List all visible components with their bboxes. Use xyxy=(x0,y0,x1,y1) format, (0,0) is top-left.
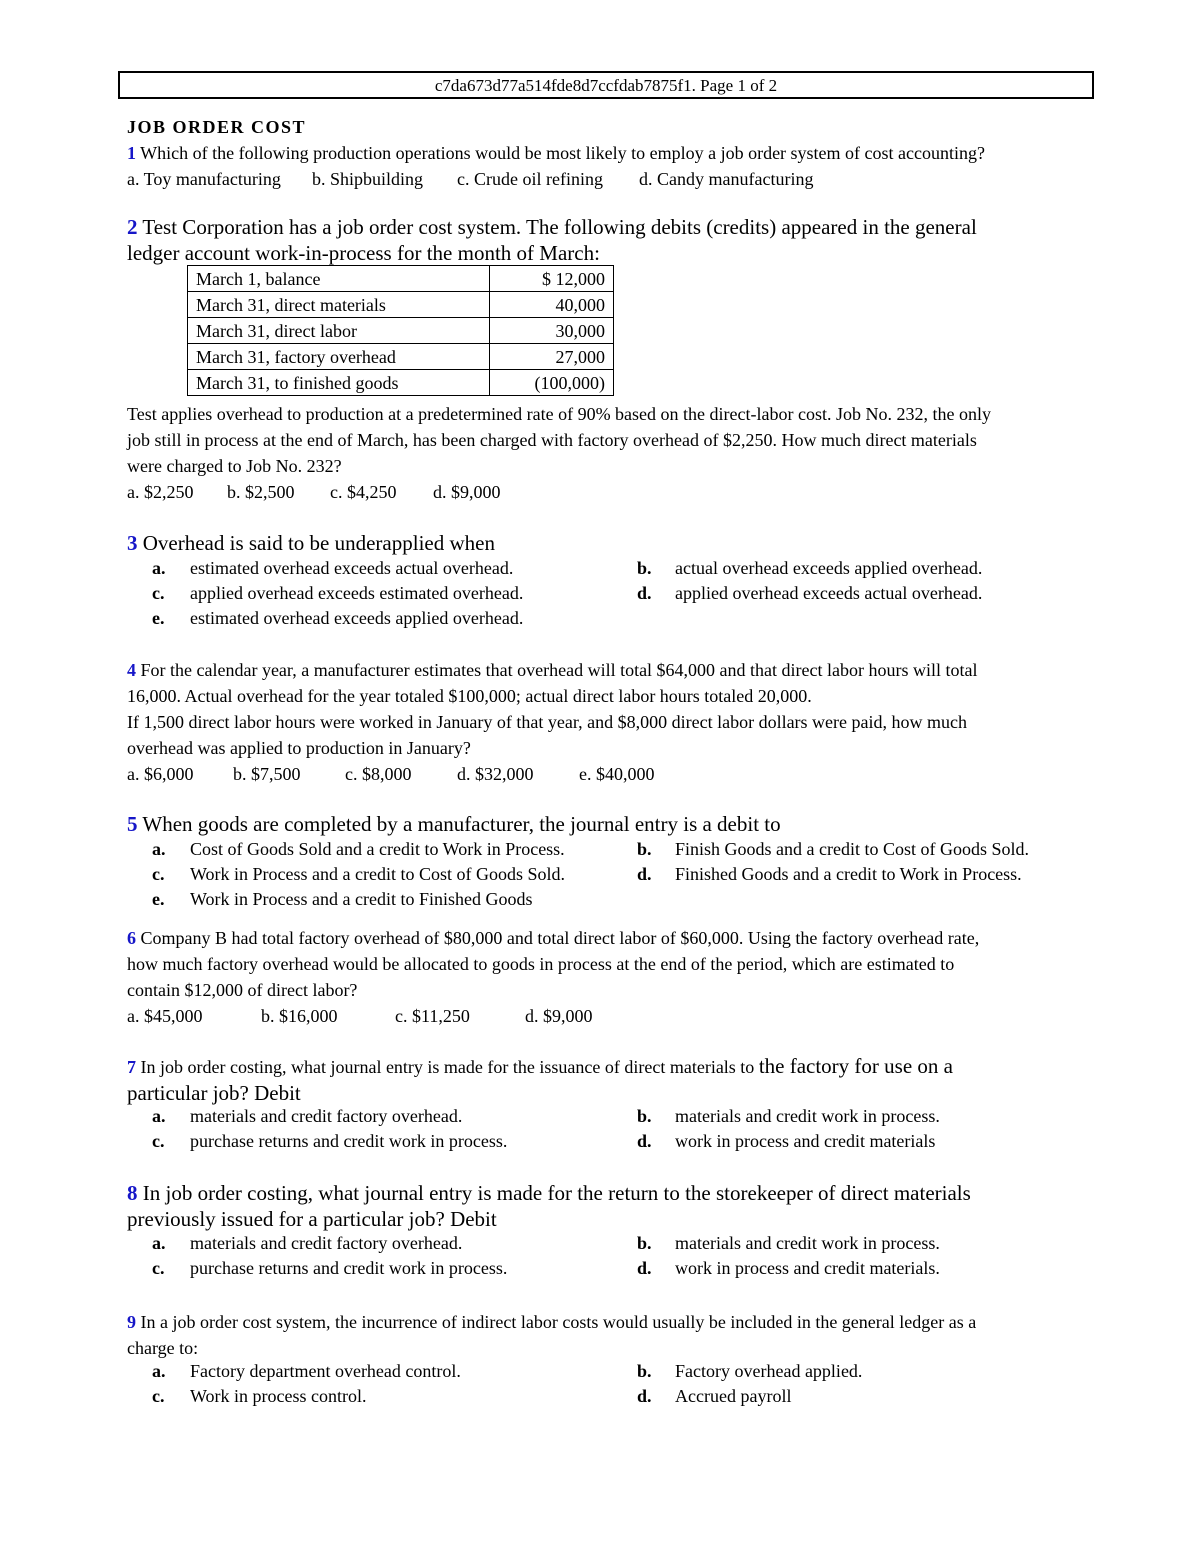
question-text: contain $12,000 of direct labor? xyxy=(127,980,358,1000)
option-a: a. $6,000 xyxy=(127,764,194,784)
option-row xyxy=(152,1256,1092,1281)
question-4 xyxy=(127,657,1087,787)
option-text: Factory department overhead control. xyxy=(190,1361,461,1381)
option-text: Finished Goods and a credit to Work in Process. xyxy=(675,864,1022,884)
table-cell: March 31, to finished goods xyxy=(188,370,490,396)
option-row xyxy=(152,1384,1092,1409)
option-d: d. $32,000 xyxy=(457,764,534,784)
option-e: e. $40,000 xyxy=(579,764,655,784)
option-d: d. $9,000 xyxy=(525,1006,593,1026)
question-stem: In job order costing, what journal entry is made for the issuance of direct materials to xyxy=(136,1057,759,1077)
question-stem: Which of the following production operations would be most likely to employ a job order system of cost accounting? xyxy=(136,143,985,163)
option-text: actual overhead exceeds applied overhead. xyxy=(675,558,983,578)
option-text: materials and credit work in process. xyxy=(675,1233,940,1253)
table-cell: 30,000 xyxy=(490,318,614,344)
option-label: b. xyxy=(637,558,652,578)
option-text: Accrued payroll xyxy=(675,1386,792,1406)
option-label: d. xyxy=(637,1131,652,1151)
option-text: applied overhead exceeds actual overhead. xyxy=(675,583,983,603)
question-number: 5 xyxy=(127,812,138,836)
option-label: b. xyxy=(637,839,652,859)
question-text: If 1,500 direct labor hours were worked in January of that year, and $8,000 direct labor dollars were paid, how much xyxy=(127,712,968,732)
question-number: 1 xyxy=(127,143,136,163)
option-label: b. xyxy=(637,1361,652,1381)
option-c: c. $8,000 xyxy=(345,764,412,784)
option-b: b. $2,500 xyxy=(227,482,295,502)
question-text: particular job? Debit xyxy=(127,1081,301,1105)
option-label: a. xyxy=(152,1106,166,1126)
question-text xyxy=(127,925,1087,951)
question-5 xyxy=(127,811,1087,837)
question-number: 8 xyxy=(127,1181,138,1205)
question-text-cont: ledger account work-in-process for the month of March: xyxy=(127,241,600,265)
option-text: Work in Process and a credit to Cost of Goods Sold. xyxy=(190,864,566,884)
option-d: d. Candy manufacturing xyxy=(639,169,814,189)
option-text: Cost of Goods Sold and a credit to Work in Process. xyxy=(190,839,565,859)
option-label: a. xyxy=(152,558,166,578)
option-label: a. xyxy=(152,1361,166,1381)
table-cell: $ 12,000 xyxy=(490,266,614,292)
option-a: a. $2,250 xyxy=(127,482,194,502)
option-row xyxy=(152,1104,1092,1129)
table-cell: (100,000) xyxy=(490,370,614,396)
option-a: a. Toy manufacturing xyxy=(127,169,281,189)
question-number: 9 xyxy=(127,1312,136,1332)
answer-options xyxy=(152,1231,1092,1281)
question-9 xyxy=(127,1309,1087,1361)
option-label: d. xyxy=(637,864,652,884)
option-text: materials and credit work in process. xyxy=(675,1106,940,1126)
question-text xyxy=(127,1180,1087,1206)
answer-options xyxy=(152,1359,1092,1409)
option-label: a. xyxy=(152,839,166,859)
option-text: work in process and credit materials. xyxy=(675,1258,940,1278)
table-row xyxy=(188,370,614,396)
option-label: e. xyxy=(152,889,165,909)
option-text: estimated overhead exceeds applied overhead. xyxy=(190,608,524,628)
table-row xyxy=(188,266,614,292)
question-stem: For the calendar year, a manufacturer estimates that overhead will total $64,000 and that direct labor hours will total xyxy=(136,660,978,680)
table-row xyxy=(188,344,614,370)
table-cell: March 31, direct labor xyxy=(188,318,490,344)
option-text: Finish Goods and a credit to Cost of Goods Sold. xyxy=(675,839,1029,859)
table-row xyxy=(188,318,614,344)
option-b: b. $7,500 xyxy=(233,764,301,784)
answer-options xyxy=(127,479,1087,505)
option-row xyxy=(152,556,1092,581)
option-b: b. $16,000 xyxy=(261,1006,338,1026)
question-2-followup xyxy=(127,401,1087,505)
question-text: 16,000. Actual overhead for the year totaled $100,000; actual direct labor hours totaled 20,000. xyxy=(127,686,812,706)
option-b: b. Shipbuilding xyxy=(312,169,424,189)
question-text: charge to: xyxy=(127,1338,199,1358)
question-text xyxy=(127,1309,1087,1335)
option-label: d. xyxy=(637,1258,652,1278)
question-text: overhead was applied to production in January? xyxy=(127,738,471,758)
answer-options xyxy=(127,761,1087,787)
option-label: b. xyxy=(637,1233,652,1253)
question-stem-cont: the factory for use on a xyxy=(758,1054,953,1078)
option-text: work in process and credit materials xyxy=(675,1131,936,1151)
option-label: a. xyxy=(152,1233,166,1253)
option-label: b. xyxy=(637,1106,652,1126)
option-label: c. xyxy=(152,1386,165,1406)
question-stem: In a job order cost system, the incurrence of indirect labor costs would usually be included in the general ledger as a xyxy=(136,1312,977,1332)
option-text: materials and credit factory overhead. xyxy=(190,1106,463,1126)
question-number: 4 xyxy=(127,660,136,680)
question-8 xyxy=(127,1180,1087,1232)
table-cell: 27,000 xyxy=(490,344,614,370)
question-text xyxy=(127,811,1087,837)
question-text xyxy=(127,657,1087,683)
question-stem: In job order costing, what journal entry is made for the return to the storekeeper of direct materials xyxy=(137,1181,971,1205)
question-2 xyxy=(127,214,1087,266)
option-text: Factory overhead applied. xyxy=(675,1361,863,1381)
option-row xyxy=(152,1231,1092,1256)
question-stem: Overhead is said to be underapplied when xyxy=(137,531,495,555)
option-label: c. xyxy=(152,1258,165,1278)
option-row xyxy=(152,581,1092,606)
answer-options xyxy=(127,166,1087,192)
table-cell: 40,000 xyxy=(490,292,614,318)
answer-options xyxy=(152,556,1092,631)
question-text: were charged to Job No. 232? xyxy=(127,456,342,476)
answer-options xyxy=(152,837,1092,912)
option-c: c. $4,250 xyxy=(330,482,397,502)
answer-options xyxy=(127,1003,1087,1029)
option-row xyxy=(152,1359,1092,1384)
option-label: c. xyxy=(152,864,165,884)
option-text: materials and credit factory overhead. xyxy=(190,1233,463,1253)
question-text: Test applies overhead to production at a predetermined rate of 90% based on the direct-labor cost. Job No. 232, the only xyxy=(127,404,991,424)
option-row xyxy=(152,887,1092,912)
question-number: 2 xyxy=(127,215,138,239)
question-text: previously issued for a particular job? Debit xyxy=(127,1207,497,1231)
ledger-table xyxy=(187,265,614,396)
question-text xyxy=(127,530,1087,556)
option-label: c. xyxy=(152,1131,165,1151)
option-row xyxy=(152,862,1092,887)
page-header: c7da673d77a514fde8d7ccfdab7875f1. Page 1 of 2 xyxy=(118,71,1094,99)
option-row xyxy=(152,837,1092,862)
question-7 xyxy=(127,1053,1087,1106)
option-c: c. Crude oil refining xyxy=(457,169,603,189)
question-6 xyxy=(127,925,1087,1029)
option-row xyxy=(152,1129,1092,1154)
table-cell: March 1, balance xyxy=(188,266,490,292)
question-stem: Company B had total factory overhead of $80,000 and total direct labor of $60,000. Using the factory overhead rate, xyxy=(136,928,980,948)
table-row xyxy=(188,292,614,318)
option-text: Work in Process and a credit to Finished Goods xyxy=(190,889,533,909)
question-stem: Test Corporation has a job order cost system. The following debits (credits) appeared in the general xyxy=(137,215,977,239)
option-text: estimated overhead exceeds actual overhead. xyxy=(190,558,514,578)
question-text xyxy=(127,1053,1087,1080)
question-number: 3 xyxy=(127,531,138,555)
option-label: d. xyxy=(637,1386,652,1406)
option-text: Work in process control. xyxy=(190,1386,367,1406)
question-1 xyxy=(127,114,1087,192)
question-text xyxy=(127,140,1087,166)
question-3 xyxy=(127,530,1087,556)
option-text: applied overhead exceeds estimated overhead. xyxy=(190,583,524,603)
question-number: 6 xyxy=(127,928,136,948)
option-text: purchase returns and credit work in process. xyxy=(190,1131,508,1151)
answer-options xyxy=(152,1104,1092,1154)
table-cell: March 31, factory overhead xyxy=(188,344,490,370)
option-d: d. $9,000 xyxy=(433,482,501,502)
question-stem: When goods are completed by a manufacturer, the journal entry is a debit to xyxy=(137,812,781,836)
table-cell: March 31, direct materials xyxy=(188,292,490,318)
document-title: JOB ORDER COST xyxy=(127,117,307,137)
option-row xyxy=(152,606,1092,631)
question-text: how much factory overhead would be allocated to goods in process at the end of the period, which are estimated to xyxy=(127,954,955,974)
question-text xyxy=(127,214,1087,240)
option-label: e. xyxy=(152,608,165,628)
option-label: d. xyxy=(637,583,652,603)
option-text: purchase returns and credit work in process. xyxy=(190,1258,508,1278)
option-c: c. $11,250 xyxy=(395,1006,470,1026)
option-label: c. xyxy=(152,583,165,603)
question-text: job still in process at the end of March, has been charged with factory overhead of $2,250. How much direct materials xyxy=(127,430,977,450)
question-number: 7 xyxy=(127,1057,136,1077)
option-a: a. $45,000 xyxy=(127,1006,203,1026)
